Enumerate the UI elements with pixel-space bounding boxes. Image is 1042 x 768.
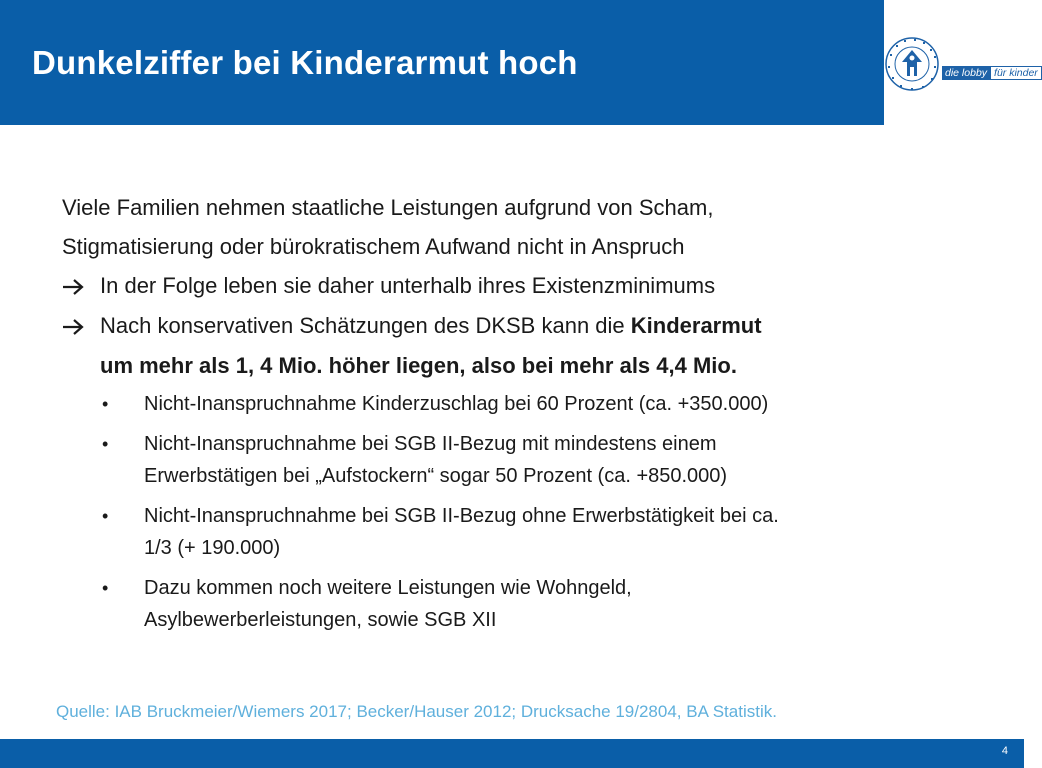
intro-line-2: Stigmatisierung oder bürokratischem Aufwand nicht in Anspruch <box>62 234 685 259</box>
arrow-point-1 <box>62 266 962 306</box>
list-item <box>62 572 962 636</box>
dksb-seal-logo <box>884 36 940 92</box>
bullet-list <box>62 388 962 636</box>
arrow-right-icon <box>62 306 86 346</box>
arrow-right-icon <box>62 266 86 306</box>
bullet-icon: • <box>102 394 109 414</box>
list-item <box>62 428 962 492</box>
logo-tagline <box>942 65 1042 81</box>
title-bar <box>0 0 884 125</box>
bullet-icon: • <box>102 434 109 454</box>
arrow-point-2-text: Nach konservativen Schätzungen des DKSB kann die <box>100 313 631 338</box>
intro-line-1: Viele Familien nehmen staatliche Leistungen aufgrund von Scham, <box>62 195 714 220</box>
bullet-icon: • <box>102 578 109 598</box>
list-item-line-1: Nicht-Inanspruchnahme bei SGB II-Bezug mit mindestens einem <box>144 433 717 455</box>
slide-body <box>62 188 962 644</box>
source-citation: Quelle: IAB Bruckmeier/Wiemers 2017; Becker/Hauser 2012; Drucksache 19/2804, BA Statistik. <box>56 702 777 721</box>
intro-paragraph <box>62 188 962 266</box>
page-number: 4 <box>1001 745 1008 757</box>
list-item-line-2: Asylbewerberleistungen, sowie SGB XII <box>144 609 497 631</box>
list-item-line-2: Erwerbstätigen bei „Aufstockern“ sogar 50 Prozent (ca. +850.000) <box>144 465 728 487</box>
arrow-point-1-text: In der Folge leben sie daher unterhalb ihres Existenzminimums <box>100 273 716 298</box>
list-item <box>62 388 962 420</box>
footer-bar <box>0 739 1024 768</box>
bullet-icon: • <box>102 506 109 526</box>
logo-tag-left: die lobby <box>942 66 990 80</box>
list-item-line-1: Nicht-Inanspruchnahme Kinderzuschlag bei 60 Prozent (ca. +350.000) <box>144 393 769 415</box>
logo-tag-right: für kinder <box>990 66 1042 80</box>
list-item <box>62 500 962 564</box>
arrow-point-2-bold-b: um mehr als 1, 4 Mio. höher liegen, also bei mehr als 4,4 Mio. <box>100 353 737 378</box>
list-item-line-1: Nicht-Inanspruchnahme bei SGB II-Bezug ohne Erwerbstätigkeit bei ca. <box>144 505 779 527</box>
dksb-logo <box>884 0 1038 125</box>
slide-title: Dunkelziffer bei Kinderarmut hoch <box>32 44 578 81</box>
arrow-point-2-bold-a: Kinderarmut <box>630 313 762 338</box>
list-item-line-1: Dazu kommen noch weitere Leistungen wie Wohngeld, <box>144 577 632 599</box>
list-item-line-2: 1/3 (+ 190.000) <box>144 537 281 559</box>
arrow-point-2 <box>62 306 962 386</box>
